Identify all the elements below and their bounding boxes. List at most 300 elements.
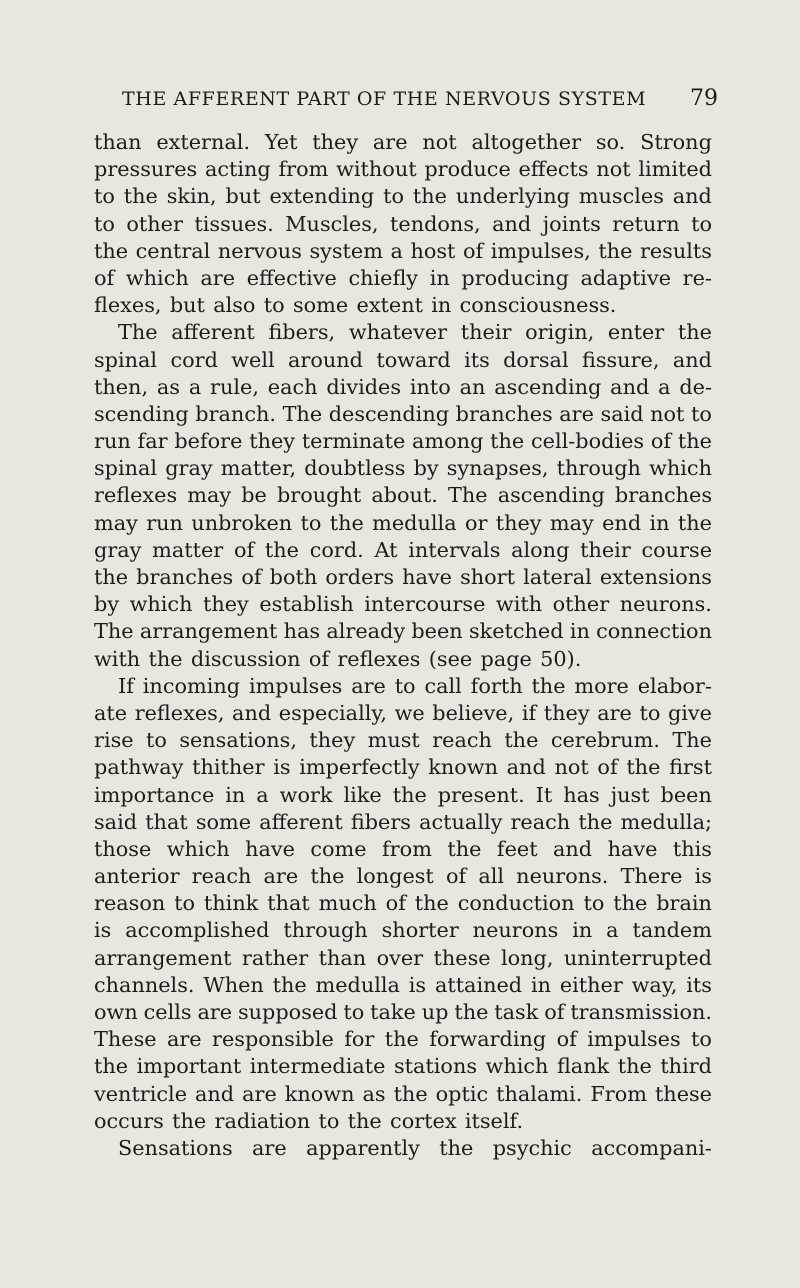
word: call bbox=[424, 673, 462, 698]
word: branch. bbox=[195, 401, 276, 426]
word: impulses bbox=[248, 673, 343, 698]
word: to bbox=[691, 1027, 712, 1052]
word: the bbox=[329, 510, 364, 535]
word: the bbox=[578, 809, 613, 834]
word: enter bbox=[607, 320, 665, 345]
word: which bbox=[129, 592, 193, 617]
word: been bbox=[411, 619, 463, 644]
text-line bbox=[94, 347, 712, 374]
text-line bbox=[94, 428, 712, 455]
word: in bbox=[572, 918, 593, 943]
word: flank bbox=[556, 1054, 610, 1079]
word: importance bbox=[94, 782, 215, 807]
word: are bbox=[197, 1000, 233, 1024]
word: with bbox=[94, 646, 141, 671]
word: has bbox=[283, 619, 321, 644]
word: Muscles, bbox=[285, 211, 379, 236]
word: ascending bbox=[497, 483, 605, 508]
word: of bbox=[385, 891, 406, 916]
word: arrangement bbox=[94, 945, 232, 970]
word: its bbox=[686, 972, 712, 997]
word: but bbox=[225, 184, 261, 209]
word: a bbox=[188, 374, 202, 399]
word: must bbox=[367, 728, 420, 753]
word: in bbox=[569, 619, 590, 644]
word: Strong bbox=[640, 130, 712, 154]
word: At bbox=[374, 537, 398, 562]
word: toward bbox=[376, 347, 451, 372]
word: in bbox=[530, 972, 551, 997]
word: impulses, bbox=[490, 238, 591, 263]
word: medulla; bbox=[620, 809, 712, 834]
text-line bbox=[94, 564, 712, 591]
word: the bbox=[393, 1081, 428, 1106]
word: are bbox=[559, 401, 594, 426]
text-line bbox=[94, 809, 712, 836]
word: central bbox=[135, 238, 211, 263]
word: in bbox=[225, 782, 246, 807]
word: other bbox=[552, 592, 610, 617]
word: may bbox=[549, 510, 594, 535]
word: the bbox=[384, 1027, 419, 1052]
word: gray bbox=[165, 456, 213, 481]
word: which bbox=[485, 1054, 549, 1079]
text-line bbox=[94, 999, 712, 1026]
word: that bbox=[145, 809, 188, 834]
word: and bbox=[492, 211, 532, 236]
word: neurons bbox=[472, 918, 559, 943]
word: those bbox=[94, 836, 152, 861]
text-line bbox=[94, 782, 712, 809]
word: fissure, bbox=[581, 347, 660, 372]
word: they bbox=[495, 510, 542, 535]
word: far bbox=[137, 429, 168, 454]
word: intercourse bbox=[364, 592, 486, 617]
word: attained bbox=[434, 972, 523, 997]
word: is bbox=[694, 864, 712, 889]
word: sensations, bbox=[179, 728, 297, 753]
word: acting bbox=[204, 157, 271, 182]
word: When bbox=[203, 972, 264, 997]
word: long, bbox=[500, 945, 554, 970]
word: some bbox=[195, 809, 252, 834]
word: the bbox=[598, 238, 633, 263]
word: among bbox=[412, 429, 484, 454]
text-line bbox=[94, 537, 712, 564]
text-line bbox=[94, 836, 712, 863]
word: are bbox=[166, 1027, 202, 1052]
word: connection bbox=[596, 619, 712, 644]
word: reach bbox=[432, 728, 492, 753]
word: neurons. bbox=[619, 592, 712, 617]
word: is bbox=[94, 918, 112, 943]
word: the bbox=[310, 864, 345, 889]
word: in bbox=[649, 510, 670, 535]
word: branches bbox=[455, 401, 553, 426]
word: transmission. bbox=[570, 1000, 712, 1024]
word: not bbox=[422, 130, 457, 154]
word: first bbox=[669, 755, 712, 780]
word: is bbox=[408, 972, 427, 997]
word: altogether bbox=[471, 130, 582, 154]
word: if bbox=[521, 700, 537, 725]
word: If bbox=[118, 673, 134, 698]
word: to bbox=[639, 700, 661, 725]
word: supposed bbox=[237, 1000, 338, 1024]
word: said bbox=[600, 401, 644, 426]
word: to bbox=[94, 211, 115, 236]
word: work bbox=[279, 782, 333, 807]
word: skin, bbox=[166, 184, 217, 209]
word: the bbox=[454, 1000, 489, 1024]
word: up bbox=[421, 1000, 449, 1024]
word: a bbox=[256, 782, 269, 807]
word: the bbox=[531, 673, 566, 698]
word: have bbox=[402, 565, 452, 589]
word: to bbox=[94, 184, 115, 209]
word: task bbox=[494, 1000, 539, 1024]
word: of bbox=[650, 429, 672, 454]
word: been bbox=[660, 782, 712, 807]
word: adaptive bbox=[580, 265, 672, 290]
word: effects bbox=[518, 157, 589, 182]
word: tendons, bbox=[390, 211, 481, 236]
word: anterior bbox=[94, 864, 180, 889]
word: the bbox=[412, 184, 447, 209]
word: each bbox=[267, 374, 318, 399]
word: from bbox=[278, 157, 329, 182]
word: through bbox=[283, 918, 368, 943]
word: some bbox=[292, 293, 349, 318]
word: are bbox=[597, 700, 632, 725]
word: are bbox=[263, 864, 299, 889]
word: establish bbox=[259, 592, 354, 617]
page-number: 79 bbox=[690, 86, 718, 111]
text-line bbox=[94, 618, 712, 645]
word: extending bbox=[269, 184, 375, 209]
text-line bbox=[94, 211, 712, 238]
text-line bbox=[94, 1026, 712, 1053]
text-line bbox=[94, 917, 712, 944]
word: the bbox=[617, 1054, 652, 1079]
word: responsible bbox=[212, 1027, 334, 1052]
word: way, bbox=[631, 972, 678, 997]
word: are bbox=[372, 130, 408, 154]
word: intervals bbox=[408, 537, 501, 562]
word: impulses bbox=[587, 1027, 681, 1052]
word: doubtless bbox=[304, 456, 406, 481]
word: we bbox=[394, 700, 425, 725]
word: pressures bbox=[94, 157, 198, 182]
text-line bbox=[94, 863, 712, 890]
word: an bbox=[459, 374, 486, 399]
word: own bbox=[94, 1000, 138, 1024]
word: with bbox=[495, 592, 543, 617]
word: The bbox=[94, 619, 134, 644]
word: other bbox=[126, 211, 183, 236]
word: is bbox=[273, 755, 291, 780]
word: just bbox=[610, 782, 650, 807]
word: results bbox=[639, 238, 712, 263]
word: said bbox=[94, 809, 138, 834]
word: flexes, bbox=[94, 293, 162, 318]
text-line bbox=[94, 510, 712, 537]
word: The bbox=[448, 483, 488, 508]
word: they bbox=[309, 728, 356, 753]
word: the bbox=[439, 1135, 474, 1160]
word: around bbox=[288, 347, 363, 372]
word: short bbox=[460, 565, 515, 589]
word: lateral bbox=[523, 565, 592, 589]
word: to bbox=[174, 891, 196, 916]
word: they bbox=[543, 700, 590, 725]
word: the bbox=[123, 184, 158, 209]
word: longest bbox=[356, 864, 434, 889]
word: a bbox=[390, 238, 403, 263]
word: from bbox=[382, 836, 432, 861]
word: end bbox=[602, 510, 642, 535]
word: rather bbox=[241, 945, 309, 970]
word: especially, bbox=[278, 700, 387, 725]
word: cerebrum. bbox=[550, 728, 660, 753]
word: neurons. bbox=[516, 864, 609, 889]
word: orders bbox=[325, 565, 395, 589]
word: gray bbox=[94, 537, 142, 562]
word: psychic bbox=[492, 1135, 572, 1160]
word: external. bbox=[156, 130, 251, 154]
word: There bbox=[620, 864, 683, 889]
word: underlying bbox=[455, 184, 570, 209]
word: system bbox=[309, 238, 383, 263]
word: to bbox=[343, 1000, 365, 1024]
text-line bbox=[94, 319, 712, 346]
word: joints bbox=[542, 211, 601, 236]
word: without bbox=[336, 157, 417, 182]
word: cell-bodies bbox=[531, 429, 645, 454]
word: the bbox=[94, 1054, 129, 1079]
word: are bbox=[242, 1081, 277, 1106]
word: as bbox=[156, 374, 180, 399]
text-line bbox=[94, 292, 712, 319]
word: the bbox=[94, 238, 129, 263]
word: The bbox=[672, 728, 712, 753]
text-line bbox=[94, 591, 712, 618]
word: not bbox=[650, 401, 685, 426]
word: these bbox=[654, 1081, 712, 1106]
word: limited bbox=[638, 157, 712, 182]
word: whatever bbox=[348, 320, 448, 345]
word: the bbox=[677, 429, 712, 454]
word: fibers bbox=[350, 809, 411, 834]
word: present. bbox=[437, 782, 525, 807]
word: to bbox=[318, 1108, 340, 1133]
word: which bbox=[649, 456, 712, 481]
text-line bbox=[94, 1081, 712, 1108]
word: about. bbox=[371, 483, 438, 508]
word: of bbox=[556, 1027, 577, 1052]
word: the bbox=[264, 537, 299, 562]
word: These bbox=[94, 1027, 157, 1052]
word: to bbox=[300, 510, 322, 535]
word: their bbox=[580, 537, 631, 562]
word: tandem bbox=[632, 918, 712, 943]
word: they bbox=[312, 130, 359, 154]
word: has bbox=[563, 782, 600, 807]
word: the bbox=[613, 891, 648, 916]
word: accompani- bbox=[591, 1135, 712, 1160]
word: through bbox=[556, 456, 641, 481]
word: Sensations bbox=[118, 1135, 233, 1160]
word: may bbox=[187, 483, 232, 508]
word: than bbox=[318, 945, 367, 970]
word: ascending bbox=[494, 374, 602, 399]
word: so. bbox=[595, 130, 626, 154]
word: itself. bbox=[464, 1108, 524, 1133]
body-text bbox=[94, 129, 712, 1162]
word: consciousness. bbox=[459, 293, 617, 318]
word: may bbox=[94, 510, 138, 535]
word: ate bbox=[94, 700, 128, 725]
word: chiefly bbox=[348, 265, 419, 290]
word: its bbox=[464, 347, 490, 372]
word: reflexes bbox=[337, 646, 421, 671]
word: of bbox=[544, 1000, 565, 1024]
word: producing bbox=[461, 265, 569, 290]
word: well bbox=[231, 347, 275, 372]
word: by bbox=[94, 592, 120, 617]
word: known bbox=[428, 755, 498, 780]
word: not bbox=[596, 157, 631, 182]
word: important bbox=[136, 1054, 242, 1079]
word: of bbox=[597, 755, 618, 780]
text-line bbox=[94, 945, 712, 972]
word: the bbox=[626, 755, 661, 780]
word: origin, bbox=[525, 320, 595, 345]
word: in bbox=[429, 265, 450, 290]
word: think bbox=[203, 891, 259, 916]
word: imperfectly bbox=[299, 755, 420, 780]
word: stations bbox=[393, 1054, 478, 1079]
word: along bbox=[511, 537, 570, 562]
word: give bbox=[667, 700, 712, 725]
text-line bbox=[94, 265, 712, 292]
text-line bbox=[94, 890, 712, 917]
word: of bbox=[94, 265, 115, 290]
word: and bbox=[232, 700, 272, 725]
word: discussion bbox=[190, 646, 301, 671]
word: like bbox=[343, 782, 382, 807]
word: spinal bbox=[94, 456, 158, 481]
word: these bbox=[433, 945, 491, 970]
word: rule, bbox=[210, 374, 259, 399]
word: and bbox=[195, 1081, 235, 1106]
word: terminate bbox=[301, 429, 406, 454]
word: the bbox=[447, 836, 482, 861]
word: then, bbox=[94, 374, 149, 399]
text-line bbox=[94, 238, 712, 265]
text-line bbox=[94, 727, 712, 754]
word: not bbox=[554, 755, 589, 780]
word: and bbox=[553, 836, 593, 861]
word: extensions bbox=[599, 565, 712, 589]
word: branches bbox=[614, 483, 712, 508]
word: run bbox=[146, 510, 183, 535]
word: thither bbox=[192, 755, 265, 780]
word: extent bbox=[356, 293, 423, 318]
word: as bbox=[362, 1081, 386, 1106]
word: It bbox=[535, 782, 553, 807]
word: for bbox=[344, 1027, 375, 1052]
page-header bbox=[122, 84, 718, 114]
word: cord. bbox=[309, 537, 364, 562]
word: cells bbox=[143, 1000, 192, 1024]
word: either bbox=[559, 972, 623, 997]
word: effective bbox=[246, 265, 337, 290]
word: to bbox=[691, 401, 712, 426]
word: by bbox=[413, 456, 439, 481]
word: of bbox=[308, 646, 330, 671]
word: to bbox=[263, 293, 285, 318]
text-line bbox=[94, 1053, 712, 1080]
word: the bbox=[414, 891, 449, 916]
word: pathway bbox=[94, 755, 184, 780]
word: a bbox=[606, 918, 619, 943]
word: matter bbox=[152, 537, 224, 562]
word: the bbox=[392, 782, 427, 807]
word: have bbox=[607, 836, 658, 861]
word: and bbox=[672, 184, 712, 209]
word: in bbox=[431, 293, 452, 318]
word: and bbox=[672, 347, 712, 372]
word: reflexes, bbox=[134, 700, 225, 725]
word: afferent bbox=[259, 809, 343, 834]
word: believe, bbox=[432, 700, 515, 725]
word: to bbox=[394, 673, 416, 698]
word: accomplished bbox=[125, 918, 270, 943]
word: reflexes bbox=[94, 483, 178, 508]
word: Yet bbox=[264, 130, 298, 154]
word: before bbox=[174, 429, 243, 454]
word: of bbox=[445, 864, 467, 889]
word: reach bbox=[191, 864, 252, 889]
word: ventricle bbox=[94, 1081, 188, 1106]
word: over bbox=[376, 945, 424, 970]
word: medulla bbox=[315, 972, 400, 997]
word: brain bbox=[656, 891, 712, 916]
word: host bbox=[410, 238, 456, 263]
word: course bbox=[641, 537, 712, 562]
word: are bbox=[200, 265, 236, 290]
word: to bbox=[691, 211, 712, 236]
word: third bbox=[660, 1054, 712, 1079]
text-line bbox=[94, 646, 712, 673]
word: tissues. bbox=[194, 211, 274, 236]
word: sketched bbox=[468, 619, 564, 644]
word: optic bbox=[435, 1081, 489, 1106]
word: medulla bbox=[372, 510, 457, 535]
word: cord bbox=[170, 347, 218, 372]
word: fibers, bbox=[268, 320, 336, 345]
word: scending bbox=[94, 401, 189, 426]
word: of bbox=[241, 565, 262, 589]
word: re- bbox=[682, 265, 712, 290]
word: thalami. bbox=[496, 1081, 583, 1106]
word: also bbox=[213, 293, 256, 318]
word: both bbox=[269, 565, 318, 589]
word: the bbox=[490, 429, 525, 454]
word: From bbox=[590, 1081, 647, 1106]
word: branches bbox=[136, 565, 234, 589]
